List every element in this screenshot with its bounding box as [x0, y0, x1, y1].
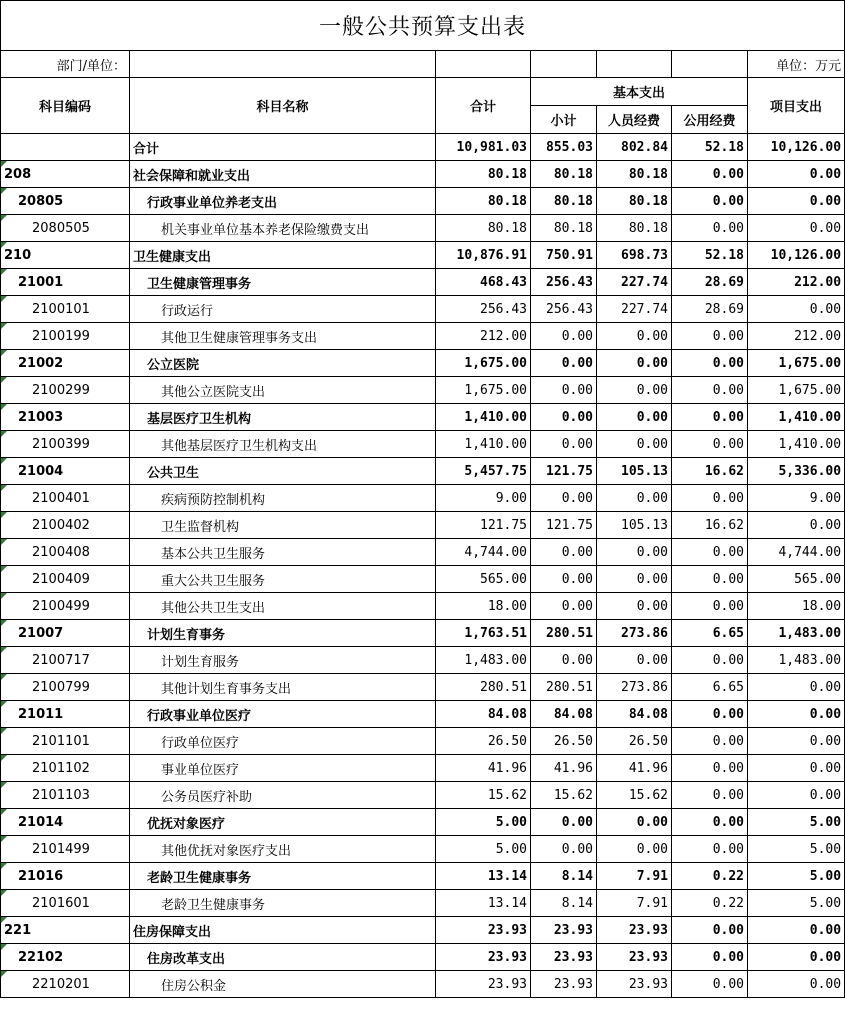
cell-name[interactable]: 公务员医疗补助: [130, 782, 436, 809]
cell-code[interactable]: 21003: [1, 404, 130, 431]
table-row[interactable]: [1, 404, 845, 431]
cell-public[interactable]: 0.00: [672, 161, 748, 188]
table-row[interactable]: [1, 269, 845, 296]
cell-subtotal[interactable]: 280.51: [531, 674, 597, 701]
table-row[interactable]: [1, 944, 845, 971]
cell-name[interactable]: 卫生健康管理事务: [130, 269, 436, 296]
cell-public[interactable]: 0.00: [672, 566, 748, 593]
cell-code[interactable]: 2101103: [1, 782, 130, 809]
table-row[interactable]: [1, 674, 845, 701]
cell-total[interactable]: 1,675.00: [436, 377, 531, 404]
cell-total[interactable]: 280.51: [436, 674, 531, 701]
cell-project[interactable]: 0.00: [748, 188, 845, 215]
cell-personnel[interactable]: 0.00: [597, 809, 672, 836]
cell-code[interactable]: 2100299: [1, 377, 130, 404]
cell-subtotal[interactable]: 0.00: [531, 377, 597, 404]
cell-public[interactable]: 6.65: [672, 620, 748, 647]
cell-public[interactable]: 52.18: [672, 134, 748, 161]
cell-subtotal[interactable]: 0.00: [531, 566, 597, 593]
cell-personnel[interactable]: 0.00: [597, 431, 672, 458]
cell-name[interactable]: 机关事业单位基本养老保险缴费支出: [130, 215, 436, 242]
table-row[interactable]: [1, 917, 845, 944]
table-row[interactable]: [1, 485, 845, 512]
cell-code[interactable]: 2101101: [1, 728, 130, 755]
cell-name[interactable]: 卫生监督机构: [130, 512, 436, 539]
cell-personnel[interactable]: 23.93: [597, 971, 672, 998]
cell-name[interactable]: 行政单位医疗: [130, 728, 436, 755]
cell-personnel[interactable]: 0.00: [597, 647, 672, 674]
cell-public[interactable]: 0.00: [672, 971, 748, 998]
cell-project[interactable]: 0.00: [748, 971, 845, 998]
cell-subtotal[interactable]: 84.08: [531, 701, 597, 728]
cell-code[interactable]: 22102: [1, 944, 130, 971]
cell-name[interactable]: 行政运行: [130, 296, 436, 323]
cell-name[interactable]: 疾病预防控制机构: [130, 485, 436, 512]
cell-public[interactable]: 0.00: [672, 809, 748, 836]
cell-code[interactable]: 2100499: [1, 593, 130, 620]
cell-public[interactable]: 0.00: [672, 377, 748, 404]
cell-name[interactable]: 卫生健康支出: [130, 242, 436, 269]
cell-public[interactable]: 0.00: [672, 431, 748, 458]
cell-code[interactable]: 21001: [1, 269, 130, 296]
cell-project[interactable]: 5,336.00: [748, 458, 845, 485]
table-row[interactable]: [1, 620, 845, 647]
cell-subtotal[interactable]: 256.43: [531, 269, 597, 296]
cell-public[interactable]: 6.65: [672, 674, 748, 701]
cell-name[interactable]: 其他公共卫生支出: [130, 593, 436, 620]
cell-total[interactable]: 80.18: [436, 188, 531, 215]
cell-personnel[interactable]: 0.00: [597, 350, 672, 377]
cell-project[interactable]: 212.00: [748, 269, 845, 296]
table-row[interactable]: [1, 242, 845, 269]
cell-total[interactable]: 13.14: [436, 890, 531, 917]
cell-code[interactable]: [1, 134, 130, 161]
cell-project[interactable]: 9.00: [748, 485, 845, 512]
cell-subtotal[interactable]: 15.62: [531, 782, 597, 809]
cell-total[interactable]: 23.93: [436, 917, 531, 944]
cell-total[interactable]: 5.00: [436, 809, 531, 836]
table-row[interactable]: [1, 431, 845, 458]
cell-total[interactable]: 84.08: [436, 701, 531, 728]
cell-subtotal[interactable]: 0.00: [531, 404, 597, 431]
cell-name[interactable]: 其他公立医院支出: [130, 377, 436, 404]
cell-name[interactable]: 重大公共卫生服务: [130, 566, 436, 593]
cell-name[interactable]: 事业单位医疗: [130, 755, 436, 782]
cell-personnel[interactable]: 0.00: [597, 377, 672, 404]
table-row[interactable]: [1, 593, 845, 620]
cell-personnel[interactable]: 80.18: [597, 161, 672, 188]
cell-public[interactable]: 0.22: [672, 863, 748, 890]
meta-empty-cell[interactable]: [436, 51, 531, 78]
header-subtotal: 小计: [531, 106, 597, 134]
cell-subtotal[interactable]: 41.96: [531, 755, 597, 782]
cell-name[interactable]: 其他优抚对象医疗支出: [130, 836, 436, 863]
cell-total[interactable]: 5.00: [436, 836, 531, 863]
meta-empty-cell[interactable]: [597, 51, 672, 78]
cell-total[interactable]: 121.75: [436, 512, 531, 539]
cell-name[interactable]: 公共卫生: [130, 458, 436, 485]
cell-subtotal[interactable]: 23.93: [531, 971, 597, 998]
cell-name[interactable]: 老龄卫生健康事务: [130, 890, 436, 917]
header-personnel: 人员经费: [597, 106, 672, 134]
cell-total[interactable]: 212.00: [436, 323, 531, 350]
cell-project[interactable]: 0.00: [748, 512, 845, 539]
cell-personnel[interactable]: 0.00: [597, 404, 672, 431]
cell-subtotal[interactable]: 0.00: [531, 809, 597, 836]
cell-code[interactable]: 21004: [1, 458, 130, 485]
table-row[interactable]: [1, 701, 845, 728]
cell-public[interactable]: 0.00: [672, 188, 748, 215]
cell-subtotal[interactable]: 855.03: [531, 134, 597, 161]
cell-total[interactable]: 565.00: [436, 566, 531, 593]
table-row[interactable]: [1, 134, 845, 161]
cell-personnel[interactable]: 0.00: [597, 485, 672, 512]
cell-code[interactable]: 2100401: [1, 485, 130, 512]
table-row[interactable]: [1, 377, 845, 404]
cell-project[interactable]: 1,483.00: [748, 647, 845, 674]
cell-project[interactable]: 5.00: [748, 809, 845, 836]
cell-personnel[interactable]: 41.96: [597, 755, 672, 782]
cell-project[interactable]: 0.00: [748, 215, 845, 242]
cell-personnel[interactable]: 7.91: [597, 863, 672, 890]
table-row[interactable]: [1, 458, 845, 485]
cell-project[interactable]: 5.00: [748, 836, 845, 863]
cell-public[interactable]: 0.00: [672, 647, 748, 674]
cell-personnel[interactable]: 84.08: [597, 701, 672, 728]
cell-public[interactable]: 0.00: [672, 215, 748, 242]
cell-subtotal[interactable]: 23.93: [531, 917, 597, 944]
cell-project[interactable]: 0.00: [748, 701, 845, 728]
cell-name[interactable]: 其他计划生育事务支出: [130, 674, 436, 701]
cell-personnel[interactable]: 105.13: [597, 512, 672, 539]
table-row[interactable]: [1, 215, 845, 242]
cell-code[interactable]: 2100199: [1, 323, 130, 350]
cell-project[interactable]: 10,126.00: [748, 242, 845, 269]
cell-name[interactable]: 基层医疗卫生机构: [130, 404, 436, 431]
header-code: 科目编码: [1, 78, 130, 134]
cell-code[interactable]: 21016: [1, 863, 130, 890]
cell-personnel[interactable]: 105.13: [597, 458, 672, 485]
cell-code[interactable]: 2100717: [1, 647, 130, 674]
cell-total[interactable]: 13.14: [436, 863, 531, 890]
unit-label: 单位：万元: [748, 51, 845, 78]
table-row[interactable]: [1, 890, 845, 917]
cell-total[interactable]: 1,410.00: [436, 404, 531, 431]
cell-subtotal[interactable]: 121.75: [531, 512, 597, 539]
cell-public[interactable]: 0.22: [672, 890, 748, 917]
cell-name[interactable]: 公立医院: [130, 350, 436, 377]
table-row[interactable]: [1, 971, 845, 998]
cell-name[interactable]: 其他卫生健康管理事务支出: [130, 323, 436, 350]
cell-subtotal[interactable]: 0.00: [531, 647, 597, 674]
cell-public[interactable]: 0.00: [672, 404, 748, 431]
cell-total[interactable]: 468.43: [436, 269, 531, 296]
cell-total[interactable]: 5,457.75: [436, 458, 531, 485]
table-row[interactable]: [1, 728, 845, 755]
cell-total[interactable]: 4,744.00: [436, 539, 531, 566]
cell-project[interactable]: 18.00: [748, 593, 845, 620]
cell-name[interactable]: 优抚对象医疗: [130, 809, 436, 836]
table-row[interactable]: [1, 296, 845, 323]
cell-name[interactable]: 行政事业单位医疗: [130, 701, 436, 728]
cell-project[interactable]: 0.00: [748, 674, 845, 701]
cell-personnel[interactable]: 0.00: [597, 593, 672, 620]
cell-personnel[interactable]: 227.74: [597, 296, 672, 323]
cell-project[interactable]: 1,410.00: [748, 431, 845, 458]
cell-code[interactable]: 2100799: [1, 674, 130, 701]
cell-total[interactable]: 9.00: [436, 485, 531, 512]
cell-public[interactable]: 28.69: [672, 296, 748, 323]
header-public: 公用经费: [672, 106, 748, 134]
cell-total[interactable]: 1,763.51: [436, 620, 531, 647]
cell-public[interactable]: 0.00: [672, 323, 748, 350]
cell-project[interactable]: 0.00: [748, 782, 845, 809]
cell-project[interactable]: 4,744.00: [748, 539, 845, 566]
cell-name[interactable]: 社会保障和就业支出: [130, 161, 436, 188]
cell-total[interactable]: 1,410.00: [436, 431, 531, 458]
cell-public[interactable]: 16.62: [672, 512, 748, 539]
cell-code[interactable]: 208: [1, 161, 130, 188]
cell-subtotal[interactable]: 750.91: [531, 242, 597, 269]
cell-personnel[interactable]: 802.84: [597, 134, 672, 161]
table-row[interactable]: [1, 512, 845, 539]
cell-name[interactable]: 行政事业单位养老支出: [130, 188, 436, 215]
cell-code[interactable]: 21011: [1, 701, 130, 728]
cell-personnel[interactable]: 698.73: [597, 242, 672, 269]
cell-total[interactable]: 80.18: [436, 215, 531, 242]
cell-code[interactable]: 2100409: [1, 566, 130, 593]
cell-total[interactable]: 41.96: [436, 755, 531, 782]
cell-total[interactable]: 1,675.00: [436, 350, 531, 377]
cell-public[interactable]: 52.18: [672, 242, 748, 269]
cell-personnel[interactable]: 80.18: [597, 215, 672, 242]
table-title: 一般公共预算支出表: [1, 1, 845, 51]
cell-subtotal[interactable]: 0.00: [531, 431, 597, 458]
cell-public[interactable]: 0.00: [672, 701, 748, 728]
cell-name[interactable]: 住房公积金: [130, 971, 436, 998]
header-project: 项目支出: [748, 78, 845, 134]
cell-project[interactable]: 0.00: [748, 917, 845, 944]
cell-subtotal[interactable]: 80.18: [531, 215, 597, 242]
cell-public[interactable]: 0.00: [672, 485, 748, 512]
cell-personnel[interactable]: 0.00: [597, 539, 672, 566]
table-row[interactable]: [1, 809, 845, 836]
table-row[interactable]: [1, 647, 845, 674]
cell-personnel[interactable]: 227.74: [597, 269, 672, 296]
cell-total[interactable]: 10,876.91: [436, 242, 531, 269]
cell-project[interactable]: 5.00: [748, 890, 845, 917]
cell-total[interactable]: 80.18: [436, 161, 531, 188]
meta-empty-cell[interactable]: [531, 51, 597, 78]
header-name: 科目名称: [130, 78, 436, 134]
cell-total[interactable]: 18.00: [436, 593, 531, 620]
cell-name[interactable]: 基本公共卫生服务: [130, 539, 436, 566]
cell-subtotal[interactable]: 280.51: [531, 620, 597, 647]
table-row[interactable]: [1, 539, 845, 566]
cell-public[interactable]: 0.00: [672, 350, 748, 377]
cell-name[interactable]: 计划生育事务: [130, 620, 436, 647]
cell-subtotal[interactable]: 0.00: [531, 485, 597, 512]
table-row[interactable]: [1, 863, 845, 890]
cell-public[interactable]: 0.00: [672, 782, 748, 809]
cell-personnel[interactable]: 15.62: [597, 782, 672, 809]
table-row[interactable]: [1, 836, 845, 863]
cell-total[interactable]: 1,483.00: [436, 647, 531, 674]
cell-project[interactable]: 1,675.00: [748, 350, 845, 377]
cell-subtotal[interactable]: 0.00: [531, 593, 597, 620]
cell-name[interactable]: 住房改革支出: [130, 944, 436, 971]
cell-code[interactable]: 2100399: [1, 431, 130, 458]
table-row[interactable]: [1, 566, 845, 593]
cell-subtotal[interactable]: 8.14: [531, 890, 597, 917]
cell-personnel[interactable]: 23.93: [597, 944, 672, 971]
cell-code[interactable]: 2100408: [1, 539, 130, 566]
cell-personnel[interactable]: 0.00: [597, 323, 672, 350]
cell-subtotal[interactable]: 0.00: [531, 539, 597, 566]
cell-name[interactable]: 计划生育服务: [130, 647, 436, 674]
cell-project[interactable]: 565.00: [748, 566, 845, 593]
cell-total[interactable]: 23.93: [436, 944, 531, 971]
cell-project[interactable]: 0.00: [748, 728, 845, 755]
cell-subtotal[interactable]: 8.14: [531, 863, 597, 890]
cell-project[interactable]: 0.00: [748, 944, 845, 971]
cell-total[interactable]: 10,981.03: [436, 134, 531, 161]
cell-personnel[interactable]: 7.91: [597, 890, 672, 917]
cell-public[interactable]: 0.00: [672, 944, 748, 971]
cell-code[interactable]: 2100101: [1, 296, 130, 323]
cell-project[interactable]: 0.00: [748, 755, 845, 782]
cell-project[interactable]: 1,410.00: [748, 404, 845, 431]
cell-code[interactable]: 21007: [1, 620, 130, 647]
cell-code[interactable]: 2101102: [1, 755, 130, 782]
cell-personnel[interactable]: 273.86: [597, 674, 672, 701]
cell-public[interactable]: 16.62: [672, 458, 748, 485]
cell-code[interactable]: 2080505: [1, 215, 130, 242]
table-row[interactable]: [1, 323, 845, 350]
cell-personnel[interactable]: 273.86: [597, 620, 672, 647]
cell-personnel[interactable]: 0.00: [597, 566, 672, 593]
cell-name[interactable]: 其他基层医疗卫生机构支出: [130, 431, 436, 458]
cell-project[interactable]: 5.00: [748, 863, 845, 890]
cell-name[interactable]: 住房保障支出: [130, 917, 436, 944]
cell-project[interactable]: 1,483.00: [748, 620, 845, 647]
cell-project[interactable]: 1,675.00: [748, 377, 845, 404]
cell-public[interactable]: 0.00: [672, 836, 748, 863]
table-row[interactable]: [1, 161, 845, 188]
cell-code[interactable]: 2100402: [1, 512, 130, 539]
cell-name[interactable]: 合计: [130, 134, 436, 161]
cell-personnel[interactable]: 26.50: [597, 728, 672, 755]
table-row[interactable]: [1, 188, 845, 215]
cell-personnel[interactable]: 23.93: [597, 917, 672, 944]
cell-personnel[interactable]: 0.00: [597, 836, 672, 863]
header-basic: 基本支出: [531, 78, 748, 106]
cell-project[interactable]: 212.00: [748, 323, 845, 350]
header-total: 合计: [436, 78, 531, 134]
cell-subtotal[interactable]: 256.43: [531, 296, 597, 323]
cell-code[interactable]: 210: [1, 242, 130, 269]
cell-subtotal[interactable]: 0.00: [531, 350, 597, 377]
cell-subtotal[interactable]: 26.50: [531, 728, 597, 755]
cell-name[interactable]: 老龄卫生健康事务: [130, 863, 436, 890]
cell-public[interactable]: 0.00: [672, 728, 748, 755]
cell-project[interactable]: 0.00: [748, 296, 845, 323]
cell-total[interactable]: 15.62: [436, 782, 531, 809]
cell-project[interactable]: 0.00: [748, 161, 845, 188]
table-row[interactable]: [1, 782, 845, 809]
cell-public[interactable]: 0.00: [672, 593, 748, 620]
cell-project[interactable]: 10,126.00: [748, 134, 845, 161]
cell-code[interactable]: 2101601: [1, 890, 130, 917]
meta-empty-cell[interactable]: [672, 51, 748, 78]
cell-code[interactable]: 21002: [1, 350, 130, 377]
cell-subtotal[interactable]: 121.75: [531, 458, 597, 485]
dept-value-cell[interactable]: [130, 51, 436, 78]
cell-total[interactable]: 256.43: [436, 296, 531, 323]
cell-subtotal[interactable]: 0.00: [531, 323, 597, 350]
table-row[interactable]: [1, 350, 845, 377]
cell-subtotal[interactable]: 80.18: [531, 188, 597, 215]
cell-personnel[interactable]: 80.18: [597, 188, 672, 215]
cell-code[interactable]: 2210201: [1, 971, 130, 998]
cell-subtotal[interactable]: 23.93: [531, 944, 597, 971]
table-row[interactable]: [1, 755, 845, 782]
cell-total[interactable]: 23.93: [436, 971, 531, 998]
cell-public[interactable]: 0.00: [672, 755, 748, 782]
cell-code[interactable]: 21014: [1, 809, 130, 836]
cell-code[interactable]: 20805: [1, 188, 130, 215]
dept-label: 部门/单位：: [1, 51, 130, 78]
cell-code[interactable]: 2101499: [1, 836, 130, 863]
cell-code[interactable]: 221: [1, 917, 130, 944]
cell-public[interactable]: 0.00: [672, 539, 748, 566]
cell-subtotal[interactable]: 0.00: [531, 836, 597, 863]
cell-public[interactable]: 0.00: [672, 917, 748, 944]
cell-total[interactable]: 26.50: [436, 728, 531, 755]
cell-subtotal[interactable]: 80.18: [531, 161, 597, 188]
cell-public[interactable]: 28.69: [672, 269, 748, 296]
